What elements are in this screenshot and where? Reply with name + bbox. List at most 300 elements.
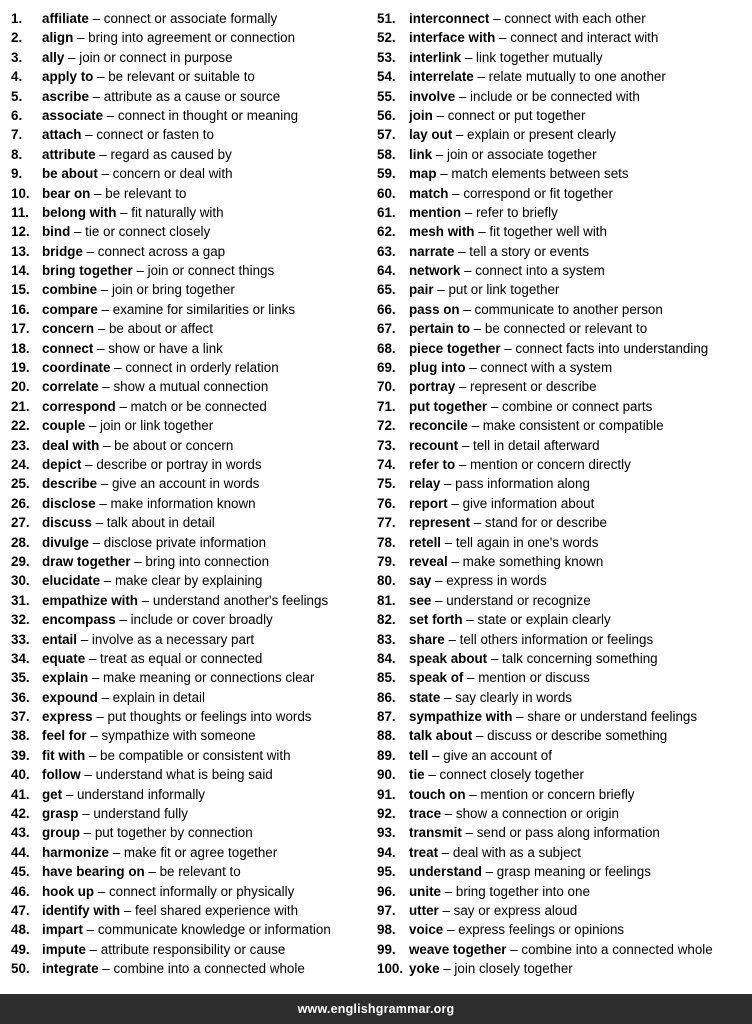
list-item — [11, 242, 371, 261]
item-term: group — [42, 825, 80, 841]
item-definition: – explain or present clearly — [452, 127, 616, 143]
item-number: 3. — [11, 49, 23, 65]
list-item — [11, 494, 371, 513]
item-number: 99. — [377, 941, 396, 957]
item-definition: – join or bring together — [97, 282, 235, 298]
item-definition: – attribute responsibility or cause — [85, 941, 286, 957]
item-definition: – feel shared experience with — [120, 902, 299, 918]
list-item — [377, 28, 747, 47]
list-item — [377, 804, 747, 823]
list-item — [377, 901, 747, 920]
item-definition: – show a connection or origin — [441, 806, 619, 822]
item-number: 11. — [11, 204, 29, 220]
item-term: harmonize — [42, 844, 109, 860]
item-definition: – connect closely together — [424, 767, 584, 783]
item-number: 94. — [377, 844, 396, 860]
list-item — [377, 494, 747, 513]
item-term: empathize with — [42, 592, 138, 608]
item-term: weave together — [409, 941, 507, 957]
item-number: 45. — [11, 864, 30, 880]
list-item — [11, 882, 371, 901]
item-term: identify with — [42, 902, 121, 918]
item-definition: – connect informally or physically — [94, 883, 295, 899]
item-number: 12. — [11, 224, 30, 240]
item-term: tell — [409, 747, 429, 763]
item-definition: – concern or deal with — [97, 166, 233, 182]
item-number: 36. — [11, 689, 30, 705]
item-number: 10. — [11, 185, 30, 201]
list-item — [377, 261, 747, 280]
list-item — [11, 222, 371, 241]
item-number: 28. — [11, 534, 30, 550]
item-term: see — [409, 592, 432, 608]
item-term: relay — [409, 476, 441, 492]
item-number: 83. — [377, 631, 396, 647]
item-number: 75. — [377, 476, 396, 492]
item-term: treat — [409, 844, 439, 860]
item-term: represent — [409, 515, 471, 531]
item-definition: – be compatible or consistent with — [85, 747, 291, 763]
item-definition: – connect or put together — [432, 107, 586, 123]
footer-bar — [0, 994, 752, 1024]
item-number: 65. — [377, 282, 396, 298]
list-item — [11, 707, 371, 726]
item-number: 22. — [11, 418, 30, 434]
list-item — [11, 377, 371, 396]
item-number: 49. — [11, 941, 30, 957]
list-item — [377, 436, 747, 455]
item-number: 88. — [377, 728, 396, 744]
item-number: 70. — [377, 379, 396, 395]
item-number: 87. — [377, 709, 396, 725]
item-term: put together — [409, 398, 488, 414]
item-definition: – be relevant or suitable to — [93, 69, 255, 85]
item-definition: – connect across a gap — [82, 243, 226, 259]
item-term: follow — [42, 767, 81, 783]
item-number: 26. — [11, 495, 30, 511]
item-term: compare — [42, 301, 98, 317]
right-column — [377, 9, 747, 979]
item-definition: – connect in thought or meaning — [103, 107, 299, 123]
item-definition: – understand informally — [62, 786, 206, 802]
item-number: 38. — [11, 728, 30, 744]
item-number: 69. — [377, 360, 396, 376]
item-number: 55. — [377, 88, 396, 104]
item-number: 57. — [377, 127, 396, 143]
item-term: divulge — [42, 534, 89, 550]
item-definition: – express feelings or opinions — [443, 922, 625, 938]
item-definition: – join closely together — [439, 961, 573, 977]
list-item — [377, 416, 747, 435]
item-definition: – tell in detail afterward — [458, 437, 600, 453]
list-item — [11, 48, 371, 67]
item-definition: – send or pass along information — [461, 825, 660, 841]
item-definition: – bring together into one — [441, 883, 590, 899]
item-term: trace — [409, 806, 442, 822]
item-definition: – describe or portray in words — [81, 456, 262, 472]
item-number: 32. — [11, 612, 30, 628]
item-definition: – fit together well with — [474, 224, 607, 240]
item-number: 82. — [377, 612, 396, 628]
list-item — [377, 164, 747, 183]
item-definition: – connect facts into understanding — [500, 340, 709, 356]
list-item — [11, 940, 371, 959]
item-number: 46. — [11, 883, 30, 899]
item-term: bridge — [42, 243, 83, 259]
item-definition: – grasp meaning or feelings — [481, 864, 651, 880]
item-number: 4. — [11, 69, 23, 85]
item-number: 50. — [11, 961, 30, 977]
item-definition: – make meaning or connections clear — [88, 670, 315, 686]
item-number: 68. — [377, 340, 396, 356]
item-number: 5. — [11, 88, 23, 104]
list-item — [377, 920, 747, 939]
item-term: depict — [42, 456, 82, 472]
item-definition: – join or connect in purpose — [64, 49, 233, 65]
list-item — [377, 339, 747, 358]
item-term: feel for — [42, 728, 87, 744]
item-number: 84. — [377, 650, 396, 666]
item-definition: – express in words — [431, 573, 547, 589]
item-definition: – understand another's feelings — [137, 592, 329, 608]
item-definition: – connect and interact with — [495, 30, 659, 46]
item-number: 98. — [377, 922, 396, 938]
item-definition: – tell a story or events — [454, 243, 590, 259]
list-item — [377, 882, 747, 901]
item-term: network — [409, 263, 461, 279]
item-definition: – put thoughts or feelings into words — [92, 709, 312, 725]
item-definition: – include or cover broadly — [115, 612, 273, 628]
word-list — [0, 9, 752, 989]
item-number: 42. — [11, 806, 30, 822]
list-item — [11, 280, 371, 299]
list-item — [11, 416, 371, 435]
item-definition: – match elements between sets — [436, 166, 629, 182]
list-item — [377, 397, 747, 416]
item-number: 7. — [11, 127, 23, 143]
item-term: report — [409, 495, 448, 511]
item-term: sympathize with — [409, 709, 513, 725]
list-item — [377, 300, 747, 319]
item-definition: – be relevant to — [144, 864, 241, 880]
list-item — [377, 377, 747, 396]
list-item — [377, 843, 747, 862]
item-term: expound — [42, 689, 98, 705]
item-number: 29. — [11, 553, 30, 569]
item-definition: – connect in orderly relation — [110, 360, 279, 376]
item-definition: – put or link together — [433, 282, 560, 298]
item-definition: – say clearly in words — [440, 689, 572, 705]
list-item — [377, 668, 747, 687]
item-term: couple — [42, 418, 86, 434]
item-term: bear on — [42, 185, 91, 201]
item-definition: – connect with each other — [489, 11, 646, 26]
item-term: piece together — [409, 340, 501, 356]
list-item — [377, 513, 747, 532]
item-definition: – join or link together — [85, 418, 214, 434]
item-definition: – share or understand feelings — [512, 709, 698, 725]
item-number: 66. — [377, 301, 396, 317]
list-item — [11, 513, 371, 532]
item-number: 9. — [11, 166, 23, 182]
list-item — [11, 843, 371, 862]
list-item — [11, 630, 371, 649]
item-definition: – tie or connect closely — [70, 224, 211, 240]
item-term: reconcile — [409, 418, 468, 434]
item-term: pertain to — [409, 321, 471, 337]
item-term: connect — [42, 340, 94, 356]
item-definition: – connect into a system — [460, 263, 605, 279]
item-term: share — [409, 631, 445, 647]
list-item — [11, 28, 371, 47]
item-number: 92. — [377, 806, 396, 822]
list-item — [377, 184, 747, 203]
list-item — [377, 145, 747, 164]
item-term: plug into — [409, 360, 466, 376]
item-definition: – mention or concern directly — [455, 456, 631, 472]
item-number: 14. — [11, 263, 30, 279]
list-item — [377, 455, 747, 474]
list-item — [11, 184, 371, 203]
item-number: 79. — [377, 553, 396, 569]
item-number: 18. — [11, 340, 30, 356]
item-term: attach — [42, 127, 82, 143]
item-term: get — [42, 786, 63, 802]
list-item — [377, 765, 747, 784]
list-item — [11, 862, 371, 881]
footer-url[interactable]: www.englishgrammar.org — [297, 1002, 455, 1016]
item-number: 73. — [377, 437, 396, 453]
item-number: 51. — [377, 11, 396, 26]
item-term: speak of — [409, 670, 464, 686]
item-definition: – combine into a connected whole — [506, 941, 713, 957]
item-number: 61. — [377, 204, 396, 220]
item-number: 86. — [377, 689, 396, 705]
item-definition: – refer to briefly — [461, 204, 558, 220]
item-number: 72. — [377, 418, 396, 434]
list-item — [377, 707, 747, 726]
list-item — [11, 610, 371, 629]
item-term: apply to — [42, 69, 94, 85]
list-item — [11, 959, 371, 978]
item-number: 56. — [377, 107, 396, 123]
list-item — [11, 649, 371, 668]
item-definition: – sympathize with someone — [86, 728, 256, 744]
item-number: 44. — [11, 844, 30, 860]
list-item — [11, 804, 371, 823]
list-item — [11, 319, 371, 338]
item-number: 52. — [377, 30, 396, 46]
item-definition: – treat as equal or connected — [85, 650, 263, 666]
item-term: combine — [42, 282, 98, 298]
item-term: pass on — [409, 301, 460, 317]
item-term: attribute — [42, 146, 96, 162]
item-definition: – give an account in words — [97, 476, 260, 492]
item-definition: – be connected or relevant to — [470, 321, 648, 337]
item-definition: – disclose private information — [88, 534, 267, 550]
item-term: link — [409, 146, 433, 162]
list-item — [11, 901, 371, 920]
item-definition: – stand for or describe — [470, 515, 607, 531]
item-term: associate — [42, 107, 104, 123]
item-number: 24. — [11, 456, 30, 472]
item-number: 93. — [377, 825, 396, 841]
list-item — [11, 358, 371, 377]
item-definition: – say or express aloud — [438, 902, 578, 918]
item-definition: – tell again in one's words — [441, 534, 599, 550]
item-number: 13. — [11, 243, 30, 259]
list-item — [377, 280, 747, 299]
list-item — [11, 125, 371, 144]
list-item — [11, 591, 371, 610]
item-number: 97. — [377, 902, 396, 918]
list-item — [11, 726, 371, 745]
item-number: 1. — [11, 11, 23, 26]
item-definition: – show a mutual connection — [98, 379, 269, 395]
item-term: touch on — [409, 786, 466, 802]
item-number: 31. — [11, 592, 30, 608]
list-item — [11, 87, 371, 106]
item-term: talk about — [409, 728, 473, 744]
item-definition: – join or connect things — [132, 263, 275, 279]
item-term: pair — [409, 282, 434, 298]
item-number: 76. — [377, 495, 396, 511]
item-number: 34. — [11, 650, 30, 666]
item-number: 21. — [11, 398, 30, 414]
item-definition: – communicate to another person — [459, 301, 663, 317]
item-definition: – make information known — [95, 495, 256, 511]
list-item — [377, 610, 747, 629]
item-number: 2. — [11, 30, 23, 46]
item-number: 91. — [377, 786, 396, 802]
item-number: 67. — [377, 321, 396, 337]
item-term: join — [409, 107, 433, 123]
item-definition: – correspond or fit together — [448, 185, 613, 201]
item-definition: – match or be connected — [115, 398, 267, 414]
item-number: 35. — [11, 670, 30, 686]
item-definition: – relate mutually to one another — [473, 69, 666, 85]
list-item — [377, 940, 747, 959]
item-number: 43. — [11, 825, 30, 841]
list-item — [377, 358, 747, 377]
item-term: correspond — [42, 398, 116, 414]
item-definition: – talk about in detail — [91, 515, 215, 531]
item-number: 16. — [11, 301, 30, 317]
list-item — [377, 649, 747, 668]
item-definition: – mention or concern briefly — [465, 786, 635, 802]
item-definition: – bring into connection — [130, 553, 270, 569]
list-item — [377, 823, 747, 842]
item-definition: – connect or associate formally — [88, 11, 278, 26]
item-term: discuss — [42, 515, 92, 531]
item-definition: – make consistent or compatible — [467, 418, 664, 434]
item-term: recount — [409, 437, 459, 453]
list-item — [11, 397, 371, 416]
item-term: interrelate — [409, 69, 474, 85]
item-number: 15. — [11, 282, 30, 298]
item-number: 95. — [377, 864, 396, 880]
item-number: 27. — [11, 515, 30, 531]
item-definition: – examine for similarities or links — [97, 301, 296, 317]
item-definition: – give an account of — [428, 747, 552, 763]
list-item — [11, 552, 371, 571]
item-definition: – join or associate together — [432, 146, 597, 162]
item-term: correlate — [42, 379, 99, 395]
item-definition: – combine or connect parts — [487, 398, 653, 414]
item-number: 80. — [377, 573, 396, 589]
item-number: 33. — [11, 631, 30, 647]
item-definition: – be about or affect — [94, 321, 213, 337]
item-number: 74. — [377, 456, 396, 472]
item-term: yoke — [409, 961, 440, 977]
item-definition: – understand what is being said — [80, 767, 273, 783]
item-number: 37. — [11, 709, 30, 725]
list-item — [11, 203, 371, 222]
item-term: express — [42, 709, 93, 725]
item-definition: – communicate knowledge or information — [82, 922, 331, 938]
item-number: 89. — [377, 747, 396, 763]
item-number: 85. — [377, 670, 396, 686]
item-term: understand — [409, 864, 482, 880]
item-definition: – combine into a connected whole — [98, 961, 305, 977]
item-term: state — [409, 689, 441, 705]
item-number: 40. — [11, 767, 30, 783]
item-term: grasp — [42, 806, 79, 822]
item-term: entail — [42, 631, 77, 647]
item-term: affiliate — [42, 11, 89, 26]
item-number: 54. — [377, 69, 396, 85]
item-term: retell — [409, 534, 442, 550]
list-item — [377, 48, 747, 67]
item-definition: – be relevant to — [90, 185, 187, 201]
item-definition: – talk concerning something — [487, 650, 658, 666]
item-number: 78. — [377, 534, 396, 550]
item-definition: – put together by connection — [79, 825, 253, 841]
item-term: be about — [42, 166, 98, 182]
item-term: deal with — [42, 437, 100, 453]
item-number: 81. — [377, 592, 396, 608]
list-item — [377, 533, 747, 552]
list-item — [11, 533, 371, 552]
list-item — [11, 455, 371, 474]
list-item — [11, 261, 371, 280]
item-definition: – understand fully — [78, 806, 188, 822]
item-term: map — [409, 166, 437, 182]
list-item — [11, 300, 371, 319]
list-item — [11, 67, 371, 86]
item-term: unite — [409, 883, 441, 899]
item-term: hook up — [42, 883, 95, 899]
list-item — [11, 436, 371, 455]
left-column — [11, 9, 371, 979]
item-term: mesh with — [409, 224, 475, 240]
item-definition: – make fit or agree together — [108, 844, 278, 860]
list-item — [11, 746, 371, 765]
item-definition: – mention or discuss — [463, 670, 590, 686]
list-item — [11, 668, 371, 687]
item-term: bind — [42, 224, 71, 240]
list-item — [377, 106, 747, 125]
item-number: 17. — [11, 321, 30, 337]
list-item — [377, 959, 747, 978]
item-term: say — [409, 573, 432, 589]
item-term: reveal — [409, 553, 448, 569]
item-term: bring together — [42, 263, 133, 279]
list-item — [11, 920, 371, 939]
item-number: 100. — [377, 961, 404, 977]
item-term: describe — [42, 476, 98, 492]
item-number: 6. — [11, 107, 23, 123]
